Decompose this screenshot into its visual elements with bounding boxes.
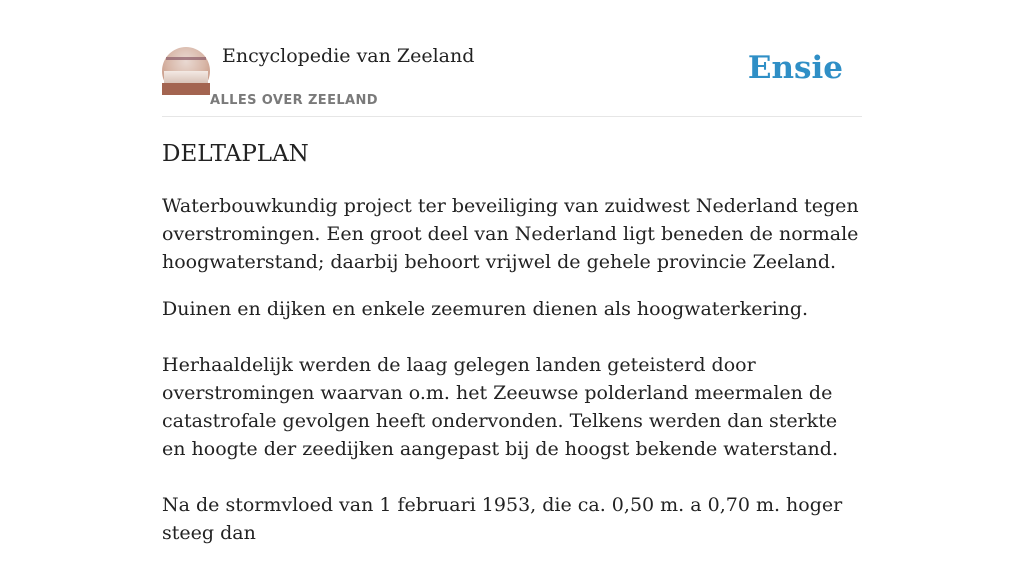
avatar-detail (166, 57, 206, 60)
avatar-detail (162, 83, 210, 95)
article-paragraph: Duinen en dijken en enkele zeemuren dienen als hoogwaterkering. (162, 298, 809, 320)
site-tagline: ALLES OVER ZEELAND (210, 93, 378, 108)
site-header (162, 0, 862, 117)
ensie-logo-link[interactable]: Ensie (747, 50, 843, 86)
article-paragraph: Na de stormvloed van 1 februari 1953, die ca. 0,50 m. a 0,70 m. hoger steeg dan (162, 494, 843, 544)
article-title: DELTAPLAN (162, 141, 309, 167)
site-avatar[interactable] (162, 47, 210, 95)
site-title-link[interactable]: Encyclopedie van Zeeland (222, 45, 475, 67)
article-content (162, 138, 862, 566)
avatar-detail (164, 71, 208, 83)
article-paragraph: Waterbouwkundig project ter beveiliging van zuidwest Nederland tegen overstromingen. Een groot deel van Nederland ligt beneden de normale hoogwaterstand; daarbij behoort vrijwel de gehele provincie Zeeland. (162, 195, 859, 273)
article-paragraph: Herhaaldelijk werden de laag gelegen landen geteisterd door overstromingen waarvan o.m. het Zeeuwse polderland meermalen de catastrofale gevolgen heeft ondervonden. Telkens werden dan sterkte en hoogte der zeedijken aangepast bij de hoogst bekende waterstand. (162, 354, 838, 460)
